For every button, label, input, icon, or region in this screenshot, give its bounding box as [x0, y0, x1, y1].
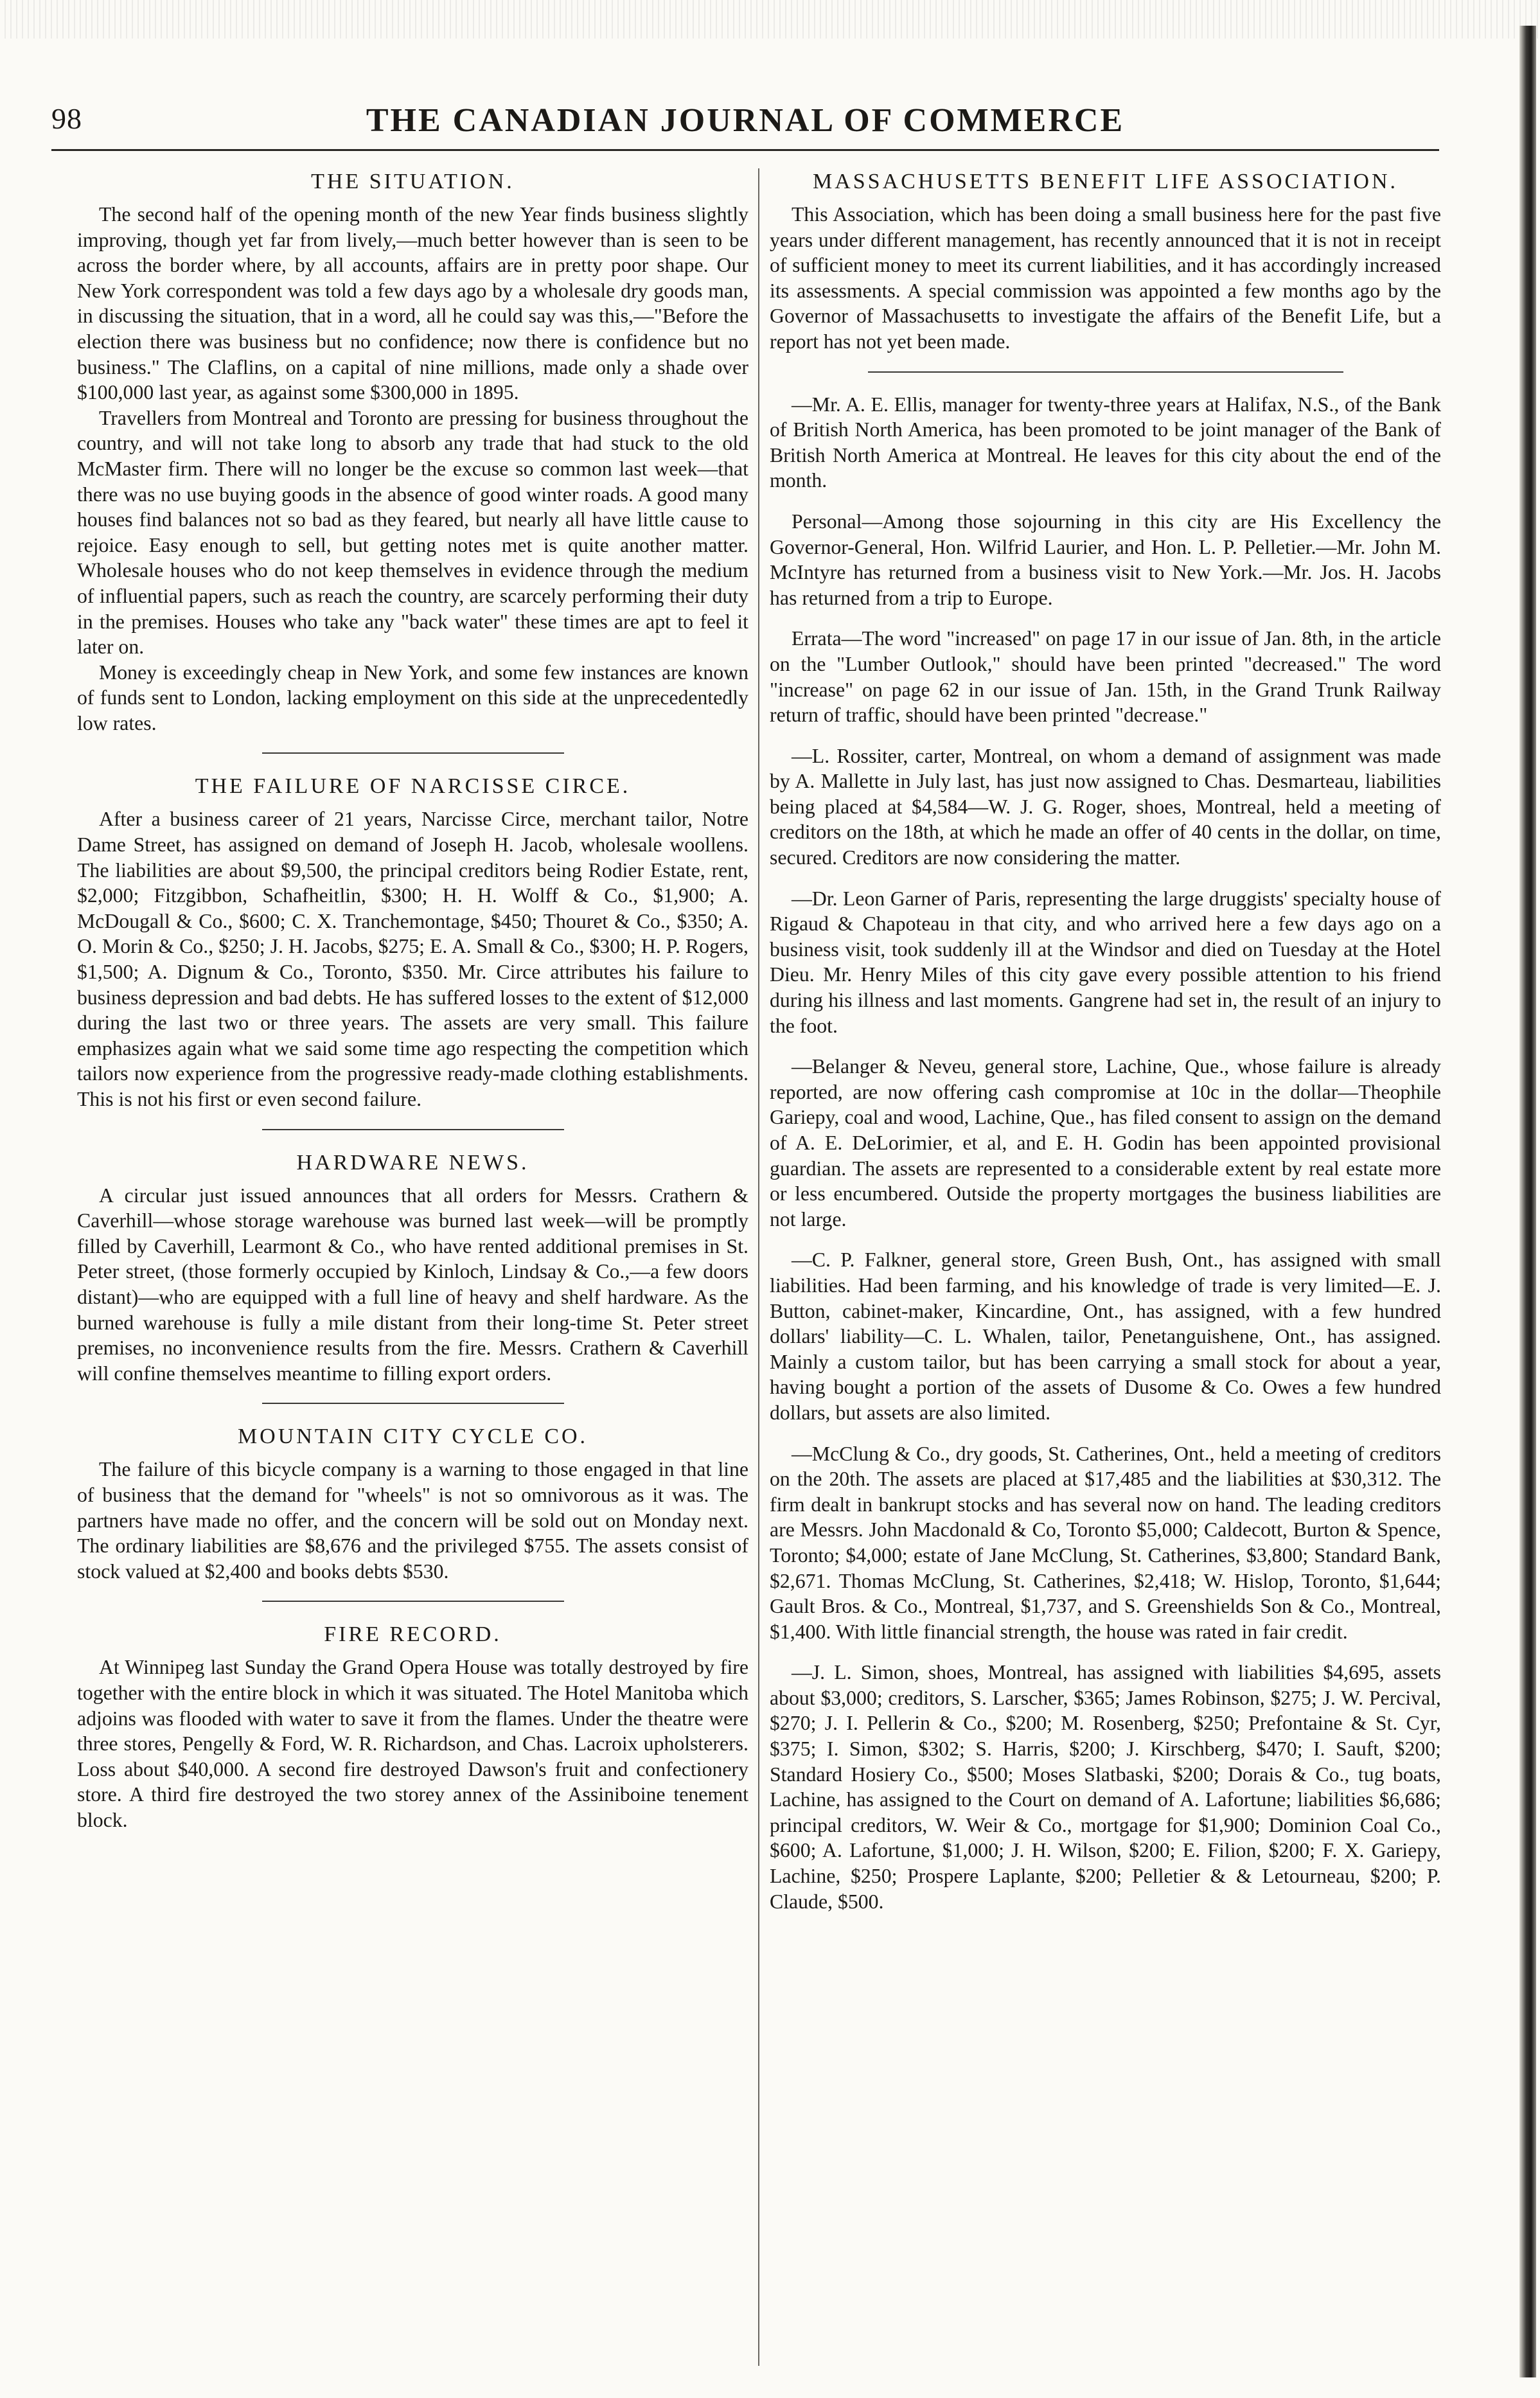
article-paragraph: A circular just issued announces that all orders for Messrs. Crathern & Caverhill—whose storage warehouse was burned last week—will be promptly filled by Caverhill, Learmont & Co., who have rented additional premises in St. Peter street, (those formerly occupied by Kinloch, Lindsay & Co.,—a few doors distant)—who are equipped with a full line of heavy and shelf hardware. As the burned warehouse is fully a mile distant from their long-time St. Peter street premises, no inconvenience results from the fire. Messrs. Crathern & Caverhill will confine themselves meantime to filling export orders.: [77, 1184, 748, 1385]
section-rule: [262, 1403, 564, 1404]
article-paragraph: After a business career of 21 years, Narcisse Circe, merchant tailor, Notre Dame Street, has assigned on demand of Joseph H. Jacob, wholesale woollens. The liabilities are about $9,500, the principal creditors being Rodier Estate, rent, $2,000; Fitzgibbon, Schafheitlin, $300; H. H. Wolff & Co., $1,900; A. McDougall & Co., $600; C. X. Tranchemontage, $450; Thouret & Co., $350; A. O. Morin & Co., $250; J. H. Jacobs, $275; E. A. Small & Co., $300; H. P. Rogers, $1,500; A. Dignum & Co., Toronto, $350. Mr. Circe attributes his failure to business depression and bad debts. He has suffered losses to the extent of $12,000 during the last two or three years. The assets are very small. This failure emphasizes again what we said some time ago respecting the competition which tailors now experience from the progressive ready-made clothing establishments. This is not his first or even second failure.: [77, 808, 748, 1110]
article-heading: HARDWARE NEWS.: [296, 1150, 529, 1175]
news-item: Personal—Among those sojourning in this city are His Excellency the Governor-General, Hon. Wilfrid Laurier, and Hon. L. P. Pelletier.—Mr. John M. McIntyre has returned from a business visit to New York.—Mr. Jos. H. Jacobs has returned from a trip to Europe.: [770, 510, 1441, 609]
article-massachusetts-benefit: [770, 168, 1441, 355]
section-rule: [262, 1129, 564, 1130]
news-item: —J. L. Simon, shoes, Montreal, has assigned with liabilities $4,695, assets about $3,000; creditors, S. Larscher, $365; James Robinson, $275; J. W. Percival, $270; J. I. Pellerin & Co., $200; M. Rosenberg, $250; Prefontaine & St. Cyr, $375; I. Simon, $302; S. Harris, $200; J. Kirschberg, $470; I. Sauft, $200; Standard Hosiery Co., $500; Moses Slatbaski, $200; Dorais & Co., tug boats, Lachine, has assigned to the Court on demand of A. Lafortune; liabilities $6,686; principal creditors, W. Weir & Co., mortgage for $1,900; Dominion Coal Co., $600; A. Lafortune, $1,000; J. H. Wilson, $200; E. Filion, $200; F. X. Gariepy, Lachine, $250; Prospere Laplante, $200; Pelletier & & Letourneau, $200; P. Claude, $500.: [770, 1661, 1441, 1913]
article-paragraph: This Association, which has been doing a small business here for the past five years under different management, has recently announced that it is not in receipt of sufficient money to meet its current liabilities, and it has accordingly increased its assessments. A special commission was appointed a few months ago by the Governor of Massachusetts to investigate the affairs of the Benefit Life, but a report has not yet been made.: [770, 203, 1441, 353]
news-item: —McClung & Co., dry goods, St. Catherines, Ont., held a meeting of creditors on the 20th. The assets are placed at $17,485 and the liabilities at $30,312. The firm dealt in bankrupt stocks and has several now on hand. The leading creditors are Messrs. John Macdonald & Co, Toronto $5,000; Caldecott, Burton & Spence, Toronto; $4,000; estate of Jane McClung, St. Catherines, $3,800; Standard Bank, $2,671. Thomas McClung, St. Catherines, $2,418; W. Hislop, Toronto, $1,644; Gault Bros. & Co., Montreal, $1,737, and S. Greenshields Son & Co., Montreal, $1,400. With little financial strength, the house was rated in fair credit.: [770, 1442, 1441, 1643]
left-column: [77, 168, 748, 1847]
article-hardware-news: [77, 1150, 748, 1387]
header-rule: [51, 149, 1439, 151]
news-item: —Dr. Leon Garner of Paris, representing the large druggists' specialty house of Rigaud & Chapoteau in that city, and who arrived here a few days ago on a business visit, took suddenly ill at the Windsor and died on Tuesday at the Hotel Dieu. Mr. Henry Miles of this city gave every possible attention to his friend during his illness and last moments. Gangrene had set in, the result of an injury to the foot.: [770, 887, 1441, 1037]
section-rule: [262, 1601, 564, 1602]
binding-edge: [1519, 26, 1536, 2377]
news-item: Errata—The word "increased" on page 17 in our issue of Jan. 8th, in the article on the "Lumber Outlook," should have been printed "decreased." The word "increase" on page 62 in our issue of Jan. 15th, in the Grand Trunk Railway return of traffic, should have been printed "decrease.": [770, 627, 1441, 727]
scan-noise-top: [0, 0, 1540, 39]
article-paragraph: Travellers from Montreal and Toronto are pressing for business throughout the country, and will not take long to absorb any trade that had stuck to the old McMaster firm. There will no longer be the excuse so common last week—that there was no use buying goods in the absence of good winter roads. A good many houses find balances not so bad as they feared, but nearly all have little cause to rejoice. Easy enough to sell, but getting notes met is quite another matter. Wholesale houses who do not keep themselves in evidence through the medium of influential papers, such as reach the country, are scarcely performing their duty in the premises. Houses who take any "back water" these times are apt to feel it later on.: [77, 406, 748, 659]
article-paragraph: The second half of the opening month of the new Year finds business slightly improving, though yet far from lively,—much better however than is seen to be across the border where, by all accounts, affairs are in pretty poor shape. Our New York correspondent was told a few days ago by a wholesale dry goods man, in discussing the situation, that in a word, all he could say was this,—"Before the election there was business but no confidence; now there is confidence but no business." The Claflins, on a capital of nine millions, made only a shade over $100,000 last year, as against some $300,000 in 1895.: [77, 203, 748, 404]
news-item: —Mr. A. E. Ellis, manager for twenty-three years at Halifax, N.S., of the Bank of British North America, has been promoted to be joint manager of the Bank of British North America at Montreal. He leaves for this city about the end of the month.: [770, 393, 1441, 492]
article-cycle-co: [77, 1423, 748, 1584]
article-heading: FIRE RECORD.: [324, 1622, 502, 1647]
article-heading: MOUNTAIN CITY CYCLE CO.: [237, 1425, 589, 1449]
news-item: —Belanger & Neveu, general store, Lachine, Que., whose failure is already reported, are now offering cash compromise at 10c in the dollar—Theophile Gariepy, coal and wood, Lachine, Que., has filed consent to assign on the demand of A. E. DeLorimier, et al, and E. H. Godin has been appointed provisional guardian. The assets are represented to a considerable extent by real estate more or less encumbered. Outside the property mortgages the business liabilities are not large.: [770, 1055, 1441, 1230]
journal-title: THE CANADIAN JOURNAL OF COMMERCE: [366, 102, 1125, 139]
column-divider: [758, 168, 759, 2366]
page-number: 98: [51, 102, 82, 135]
right-column: [770, 168, 1441, 1930]
article-heading: THE SITUATION.: [311, 170, 515, 193]
section-rule: [868, 371, 1343, 373]
article-paragraph: Money is exceedingly cheap in New York, and some few instances are known of funds sent to London, lacking employment on this side at the unprecedentedly low rates.: [77, 661, 748, 734]
news-item: —L. Rossiter, carter, Montreal, on whom a demand of assignment was made by A. Mallette in July last, has just now assigned to Chas. Desmarteau, liabilities being placed at $4,584—W. J. G. Roger, shoes, Montreal, held a meeting of creditors on the 18th, at which he made an offer of 40 cents in the dollar, on time, secured. Creditors are now considering the matter.: [770, 744, 1441, 869]
article-heading: MASSACHUSETTS BENEFIT LIFE ASSOCIATION.: [812, 170, 1399, 193]
article-narcisse-circe: [77, 773, 748, 1112]
section-rule: [262, 752, 564, 754]
article-fire-record: [77, 1621, 748, 1833]
article-paragraph: The failure of this bicycle company is a warning to those engaged in that line of business that the demand for "wheels" is not so omnivorous as it was. The partners have made no offer, and the concern will be sold out on Monday next. The ordinary liabilities are $8,676 and the privileged $755. The assets consist of stock valued at $2,400 and books debts $530.: [77, 1458, 748, 1583]
article-heading: THE FAILURE OF NARCISSE CIRCE.: [195, 774, 631, 799]
news-item: —C. P. Falkner, general store, Green Bush, Ont., has assigned with small liabilities. Had been farming, and his knowledge of trade is very limited—E. J. Button, cabinet-maker, Kincardine, Ont., has assigned, with a few hundred dollars' liability—C. L. Whalen, tailor, Penetanguishene, Ont., has assigned. Mainly a custom tailor, but has been carrying a small stock for about a year, having bought a portion of the assets of Dusome & Co. Owes a few hundred dollars, but assets are also limited.: [770, 1248, 1441, 1424]
article-paragraph: At Winnipeg last Sunday the Grand Opera House was totally destroyed by fire together with the entire block in which it was situated. The Hotel Manitoba which adjoins was flooded with water to save it from the flames. Under the theatre were three stores, Pengelly & Ford, W. R. Richardson, and Chas. Lacroix upholsterers. Loss about $40,000. A second fire destroyed Dawson's fruit and confectionery store. A third fire destroyed the two storey annex of the Assiniboine tenement block.: [77, 1656, 748, 1831]
article-situation: [77, 168, 748, 736]
page-header: [51, 102, 1439, 147]
